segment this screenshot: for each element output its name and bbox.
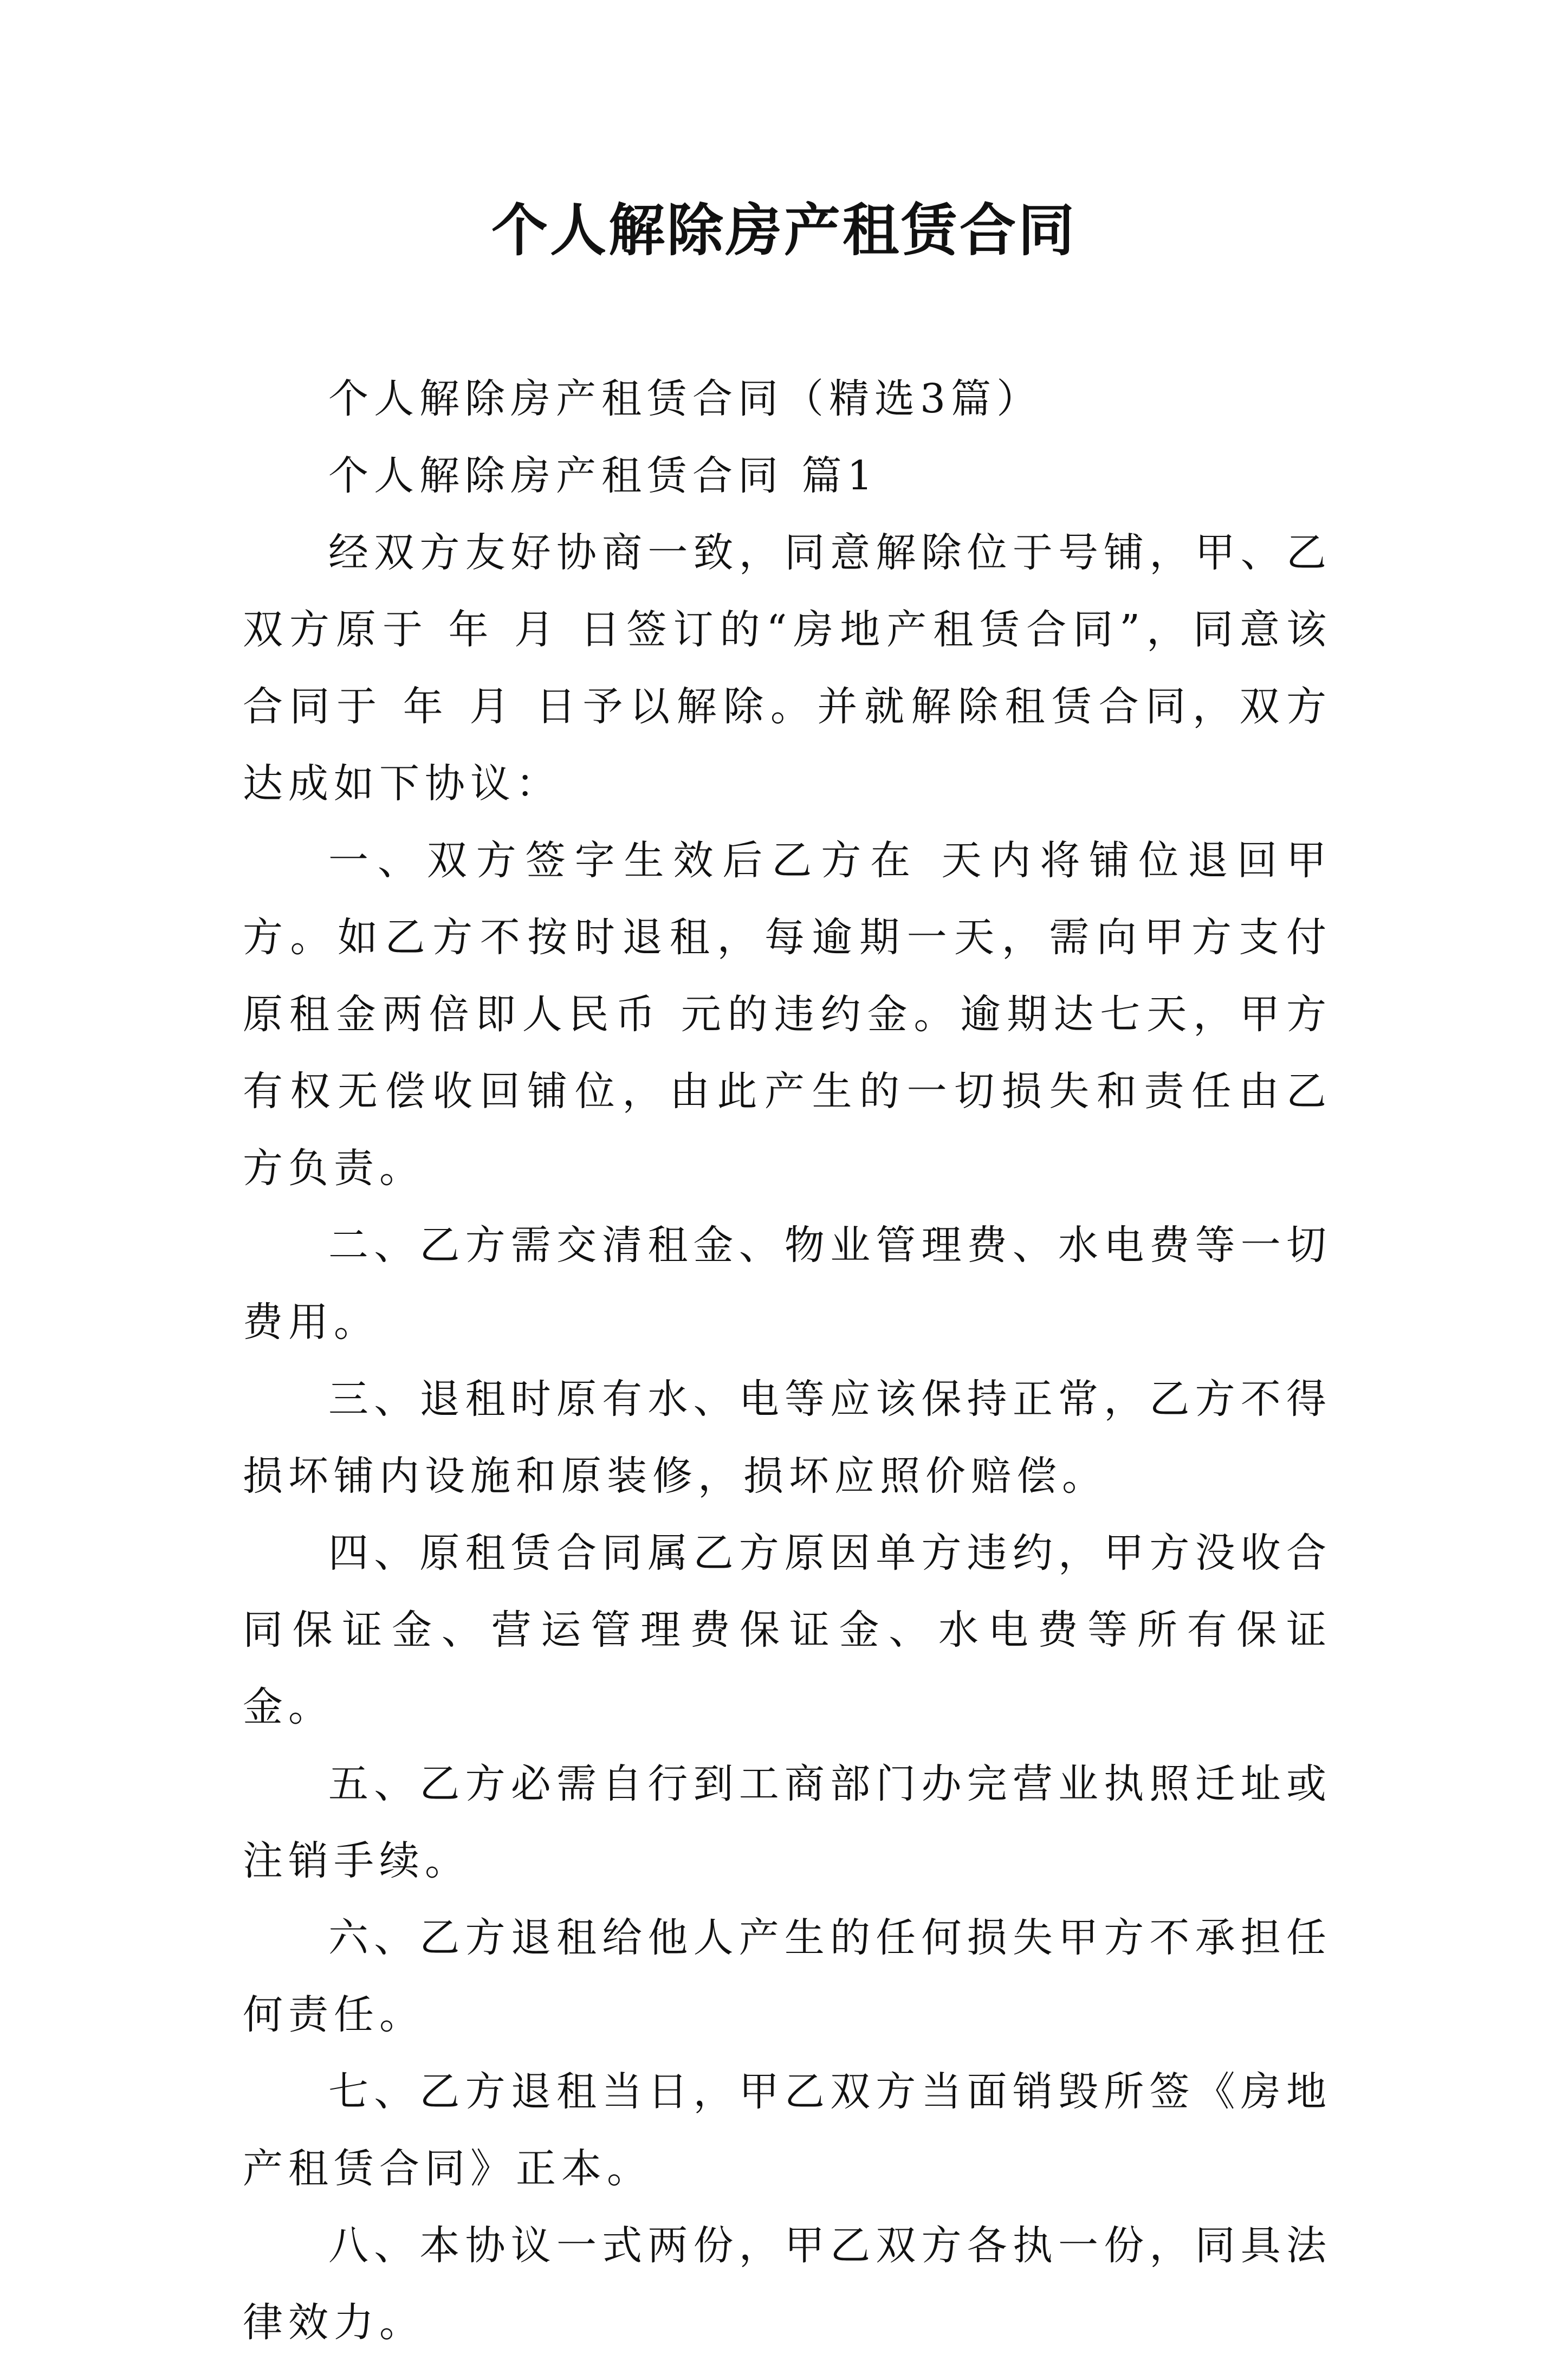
paragraph-intro: 经双方友好协商一致，同意解除位于号铺，甲、乙双方原于 年 月 日签订的“房地产租赁合同”，同意该合同于 年 月 日予以解除。并就解除租赁合同，双方达成如下协议： <box>243 529 1332 807</box>
paragraph-clause-5: 五、乙方必需自行到工商部门办完营业执照迁址或注销手续。 <box>243 1761 1332 1884</box>
paragraph-subtitle: 个人解除房产租赁合同（精选3篇） <box>328 376 1042 422</box>
paragraph-clause-1: 一、双方签字生效后乙方在 天内将铺位退回甲方。如乙方不按时退租，每逾期一天，需向甲方支付原租金两倍即人民币 元的违约金。逾期达七天，甲方有权无偿收回铺位，由此产生的一切损失和责任由乙方负责。 <box>243 837 1332 1192</box>
paragraph-clause-8: 八、本协议一式两份，甲乙双方各执一份，同具法律效力。 <box>243 2222 1332 2346</box>
document-title: 个人解除房产租赁合同 <box>491 197 1077 263</box>
paragraph-clause-6: 六、乙方退租给他人产生的任何损失甲方不承担任何责任。 <box>243 1914 1332 2038</box>
paragraph-section-heading: 个人解除房产租赁合同 篇1 <box>328 452 878 499</box>
paragraph-clause-3: 三、退租时原有水、电等应该保持正常，乙方不得损坏铺内设施和原装修，损坏应照价赔偿。 <box>243 1376 1332 1499</box>
paragraph-clause-2: 二、乙方需交清租金、物业管理费、水电费等一切费用。 <box>243 1222 1332 1346</box>
paragraph-clause-7: 七、乙方退租当日，甲乙双方当面销毁所签《房地产租赁合同》正本。 <box>243 2068 1332 2192</box>
paragraph-clause-4: 四、原租赁合同属乙方原因单方违约，甲方没收合同保证金、营运管理费保证金、水电费等所有保证金。 <box>243 1530 1332 1730</box>
document-body <box>243 360 1332 2361</box>
